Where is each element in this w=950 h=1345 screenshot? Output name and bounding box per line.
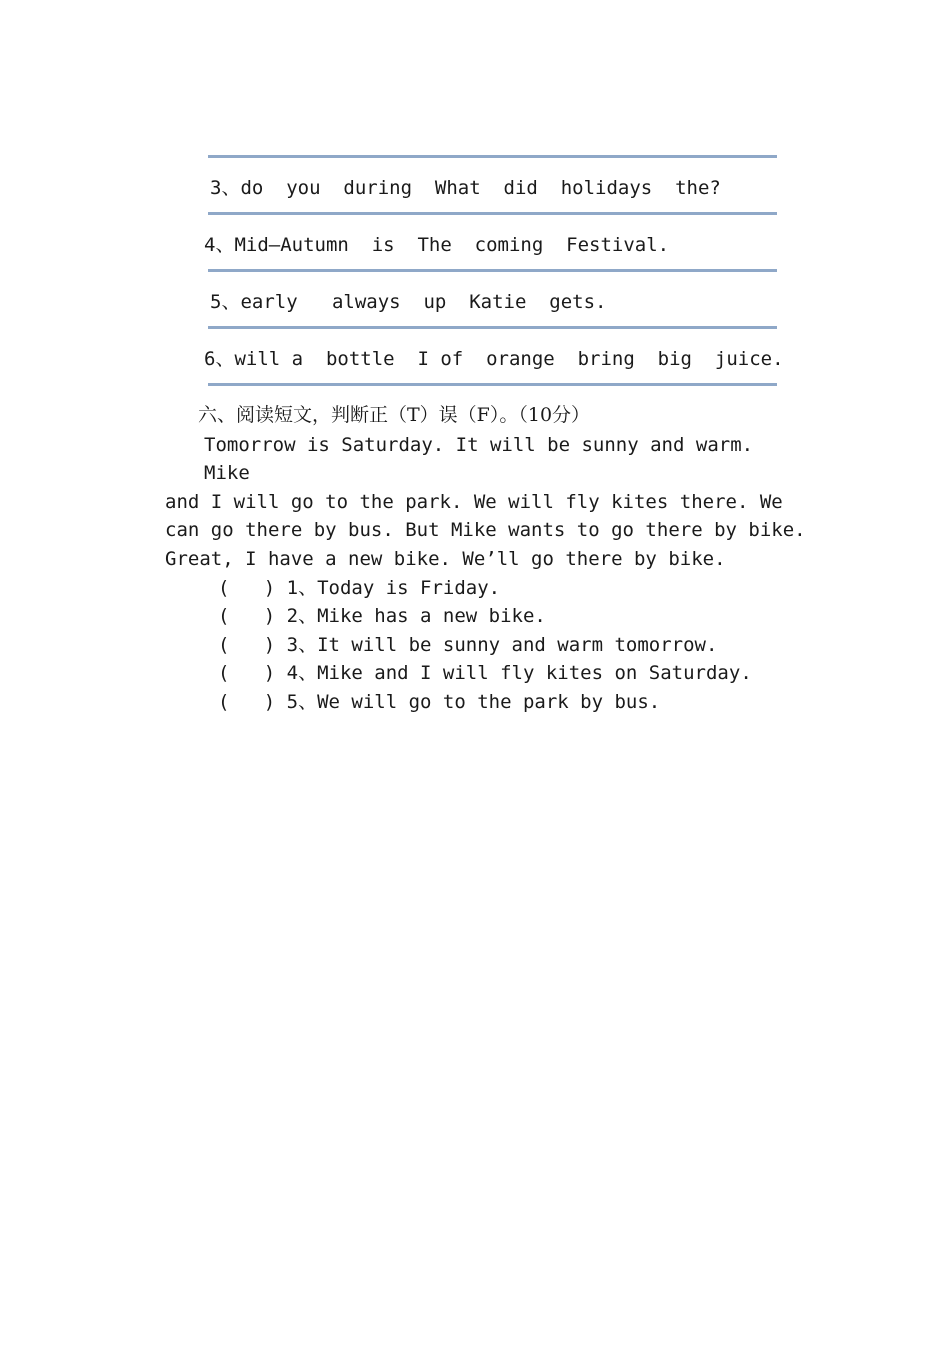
passage-line: and I will go to the park. We will fly kites there. We <box>165 491 783 513</box>
question-item: ( ) 5、We will go to the park by bus. <box>218 691 661 713</box>
question-item: ( ) 1、Today is Friday. <box>218 577 501 599</box>
ordering-item-5: 5、early always up Katie gets. <box>210 291 607 313</box>
answer-rule <box>208 155 777 158</box>
ordering-item-3: 3、do you during What did holidays the? <box>210 177 721 199</box>
ordering-item-6: 6、will a bottle I of orange bring big juice. <box>204 348 784 370</box>
question-item: ( ) 2、Mike has a new bike. <box>218 605 546 627</box>
section-heading: 六、阅读短文，判断正（T）误（F）。（10分） <box>198 404 591 426</box>
passage-line: Mike <box>204 462 250 484</box>
question-item: ( ) 3、It will be sunny and warm tomorrow. <box>218 634 718 656</box>
passage-line: Tomorrow is Saturday. It will be sunny and warm. <box>204 434 754 456</box>
answer-rule <box>208 269 777 272</box>
answer-rule <box>208 383 777 386</box>
question-item: ( ) 4、Mike and I will fly kites on Saturday. <box>218 662 752 684</box>
answer-rule <box>208 212 777 215</box>
passage-line: can go there by bus. But Mike wants to go there by bike. <box>165 519 806 541</box>
passage-line: Great, I have a new bike. We’ll go there by bike. <box>165 548 726 570</box>
answer-rule <box>208 326 777 329</box>
ordering-item-4: 4、Mid—Autumn is The coming Festival. <box>204 234 670 256</box>
